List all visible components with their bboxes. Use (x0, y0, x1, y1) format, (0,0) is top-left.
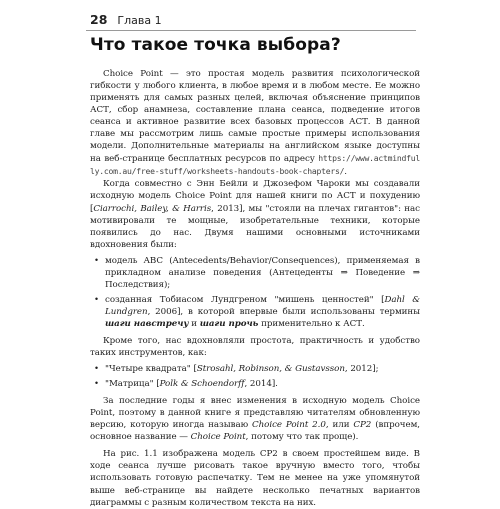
paragraph-history: Когда совместно с Энн Бейли и Джозефом Чароки мы создавали исходную модель Choice Point для нашей книги по АСТ и похудению [Ciarrochi, Bailey, & Harris, 2013], мы "стояли на плечах гигантов": нас мотивировали те мощные, изобретательные техники, которые появились до нас. Двумя нашими основными источниками вдохновения были: (90, 179, 420, 250)
term-away: шаги прочь (199, 318, 259, 329)
list-item: • модель ABC (Antecedents/Behavior/Consequences), применяемая в прикладном анализе поведения (Антецеденты ⇒ Поведение ⇒ Последствия); (94, 255, 420, 290)
list-item: • созданная Тобиасом Лундгреном "мишень ценностей" [Dahl & Lundgren, 2006], в которой впервые были использованы термины шаги навстречу и шаги прочь применительно к АСТ. (94, 294, 420, 329)
paragraph-intro: Choice Point — это простая модель развития психологической гибкости у любого клиента, в любое время и в любом месте. Ее можно применять для самых разных целей, включая объяснение принципов АСТ, сбор анамнеза, составление плана сеанса, подведение итогов сеанса и активное развитие всех базовых процессов АСТ. В данной главе мы рассмотрим лишь самые простые примеры использования модели. Дополнительные материалы на английском языке доступны на веб-странице бесплатных ресурсов по адресу https://www.actmindfully.com.au/free-stuff/worksheets-handouts-book-chapters/. (90, 69, 420, 178)
tools-list (90, 363, 420, 390)
version-name: Choice Point (190, 432, 246, 443)
header-rule (86, 30, 416, 31)
term-towards: шаги навстречу (105, 318, 189, 329)
running-head (90, 12, 162, 27)
page-number: 28 (90, 12, 108, 27)
bullet-icon: • (94, 379, 99, 390)
inspiration-list (90, 255, 420, 330)
citation-authors: Dahl & Lundgren (105, 294, 420, 317)
citation-authors: Ciarrochi, Bailey, & Harris (93, 203, 212, 214)
version-name: Choice Point 2.0 (252, 420, 326, 431)
body-text (90, 68, 420, 509)
citation-authors: Strosahl, Robinson, & Gustavsson (196, 364, 345, 375)
version-name: CP2 (353, 420, 372, 431)
citation-authors: Polk & Schoendorff (159, 379, 245, 390)
bullet-icon: • (94, 364, 99, 375)
bullet-icon: • (94, 294, 99, 305)
paragraph-figure: На рис. 1.1 изображена модель CP2 в своем простейшем виде. В ходе сеанса лучше рисовать такое вручную вместо того, чтобы использовать готовую распечатку. Тем не менее на уже упомянутой выше веб-странице вы найдете несколько печатных вариантов диаграммы с разным количеством текста на них. (90, 449, 420, 508)
bullet-icon: • (94, 255, 99, 266)
resource-url[interactable]: https://www.actmindfully.com.au/free-stuff/worksheets-handouts-book-chapters/ (90, 153, 420, 177)
paragraph-update: За последние годы я внес изменения в исходную модель Choice Point, поэтому в данной книге я представляю читателям обновленную версию, которую иногда называю Choice Point 2.0, или CP2 (впрочем, основное название — Choice Point, потому что так проще). (90, 396, 421, 443)
list-item: • "Четыре квадрата" [Strosahl, Robinson, & Gustavsson, 2012]; (94, 364, 379, 375)
paragraph-tools: Кроме того, нас вдохновляли простота, практичность и удобство таких инструментов, как: (90, 335, 420, 359)
section-title: Что такое точка выбора? (90, 35, 341, 55)
list-item: • "Матрица" [Polk & Schoendorff, 2014]. (94, 379, 278, 390)
chapter-label: Глава 1 (117, 14, 162, 27)
